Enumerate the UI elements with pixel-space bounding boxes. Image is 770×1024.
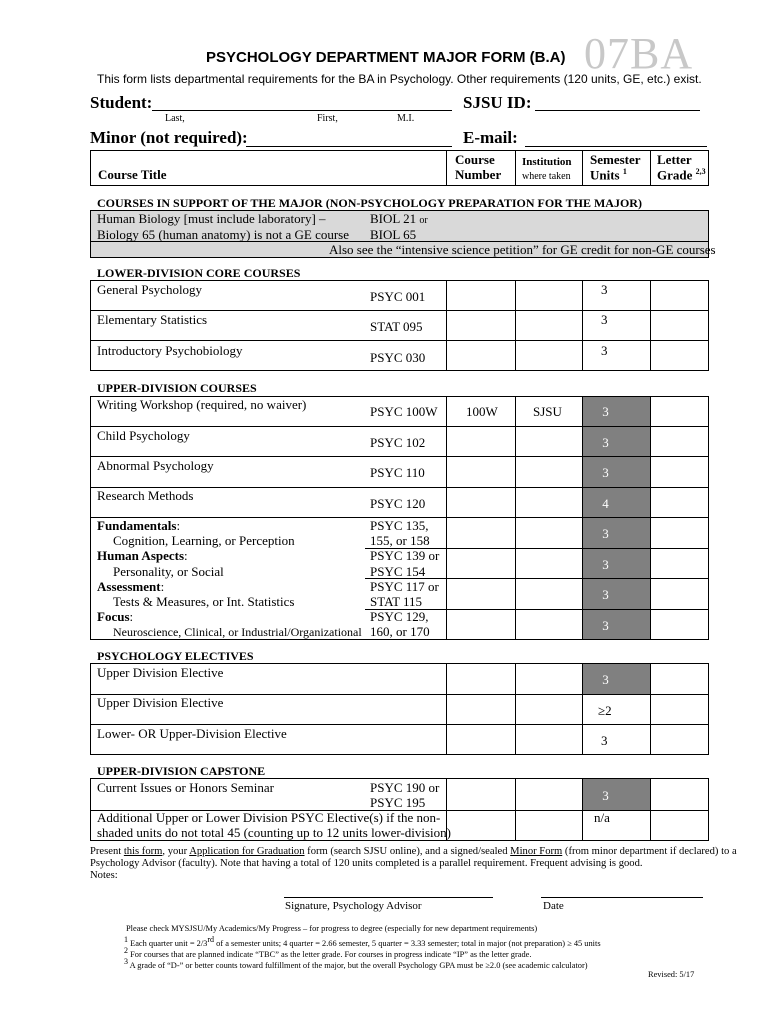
elective-row-3-units: 3 xyxy=(601,733,608,748)
email-label: E-mail: xyxy=(463,128,518,147)
elective-row-2-units: ≥2 xyxy=(598,703,612,718)
capstone-row-1-units: 3 xyxy=(602,788,609,803)
group-human-aspects-units: 3 xyxy=(602,557,609,572)
email-field[interactable] xyxy=(527,129,705,145)
upper-row-4-number: PSYC 120 xyxy=(370,496,426,511)
signature-label: Signature, Psychology Advisor xyxy=(285,900,422,912)
upper-row-2-title: Child Psychology xyxy=(97,428,190,443)
present-instructions: Present this form, your Application for Graduation form (search SJSU online), and a signed/sealed Minor Form (from minor department if declared) to a xyxy=(90,846,737,857)
student-name-line xyxy=(152,110,452,111)
group-assessment-num-2: STAT 115 xyxy=(370,594,423,609)
group-fundamentals-num-2: 155, or 158 xyxy=(370,533,430,548)
group-assessment-sub: Tests & Measures, or Int. Statistics xyxy=(113,594,295,609)
form-title: PSYCHOLOGY DEPARTMENT MAJOR FORM (B.A) xyxy=(206,49,566,66)
upper-row-3-units: 3 xyxy=(602,465,609,480)
date-label: Date xyxy=(543,900,564,912)
capstone-heading: UPPER-DIVISION CAPSTONE xyxy=(97,764,266,778)
upper-row-4-title: Research Methods xyxy=(97,488,194,503)
elective-row-1-units: 3 xyxy=(602,672,609,687)
group-human-aspects-label: Human Aspects: xyxy=(97,548,188,563)
first-caption: First, xyxy=(317,113,338,124)
email-line xyxy=(525,146,707,147)
date-line xyxy=(541,897,703,898)
student-name-field[interactable] xyxy=(154,93,450,109)
support-line-1: Human Biology [must include laboratory] – xyxy=(97,211,326,226)
capstone-row-2-units: n/a xyxy=(594,810,610,825)
upper-row-2-number: PSYC 102 xyxy=(370,435,426,450)
group-human-aspects-num-1: PSYC 139 or xyxy=(370,548,440,563)
support-heading: COURSES IN SUPPORT OF THE MAJOR (NON-PSYCHOLOGY PREPARATION FOR THE MAJOR) xyxy=(97,196,642,210)
capstone-row-1-title: Current Issues or Honors Seminar xyxy=(97,780,274,795)
sjsu-id-field[interactable] xyxy=(537,93,698,109)
group-focus-num-2: 160, or 170 xyxy=(370,624,430,639)
group-fundamentals-label: Fundamentals: xyxy=(97,518,181,533)
elective-row-1-title: Upper Division Elective xyxy=(97,665,224,680)
group-assessment-label: Assessment: xyxy=(97,579,165,594)
group-human-aspects-num-2: PSYC 154 xyxy=(370,564,426,579)
col-course-title: Course Title xyxy=(98,167,167,182)
lower-heading: LOWER-DIVISION CORE COURSES xyxy=(97,266,301,280)
revised-date: Revised: 5/17 xyxy=(648,970,695,979)
support-num-2: BIOL 65 xyxy=(370,227,417,242)
footnote-1: $^1$ Each quarter unit = 2/3rd of a semester units; 4 quarter = 2.66 semester, 5 quarter = 3.33 semester; total in major (not preparation) ≥ 45 units xyxy=(124,935,601,948)
capstone-row-2-line-2: shaded units do not total 45 (counting up to 12 units lower-division) xyxy=(97,825,451,840)
sjsu-id-line xyxy=(535,110,700,111)
minor-label: Minor (not required): xyxy=(90,128,248,147)
lower-row-1-title: General Psychology xyxy=(97,282,203,297)
student-label: Student: xyxy=(90,93,153,112)
upper-row-1-number: PSYC 100W xyxy=(370,404,438,419)
lower-row-2-title: Elementary Statistics xyxy=(97,312,208,327)
col-grade-2: Grade $^{2,3}$ xyxy=(657,167,706,183)
group-human-aspects-sub: Personality, or Social xyxy=(113,564,224,579)
capstone-row-1-num-2: PSYC 195 xyxy=(370,795,426,810)
upper-row-4-units: 4 xyxy=(602,496,609,511)
group-assessment-units: 3 xyxy=(602,587,609,602)
sjsu-id-label: SJSU ID: xyxy=(463,93,532,112)
check-progress-note: Please check MYSJSU/My Academics/My Progress – for progress to degree (especially for new department requirements) xyxy=(126,924,538,933)
footnote-2: $^2$ For courses that are planned indicate “TBC” as the letter grade. For courses in progress indicate “IP” as the letter grade. xyxy=(124,946,532,959)
notes-label: Notes: xyxy=(90,870,118,881)
group-focus-label: Focus: xyxy=(97,609,134,624)
group-fundamentals-sub: Cognition, Learning, or Perception xyxy=(113,533,295,548)
group-fundamentals-units: 3 xyxy=(602,526,609,541)
group-focus-units: 3 xyxy=(602,618,609,633)
electives-heading: PSYCHOLOGY ELECTIVES xyxy=(97,649,254,663)
mi-caption: M.I. xyxy=(397,113,415,124)
upper-heading: UPPER-DIVISION COURSES xyxy=(97,381,257,395)
minor-line xyxy=(246,146,452,147)
form-subtitle: This form lists departmental requirements for the BA in Psychology. Other requirements (120 units, GE, etc.) exist. xyxy=(97,72,702,86)
col-institution-1: Institution xyxy=(522,156,572,168)
col-units-1: Semester xyxy=(590,152,641,167)
lower-row-1-units: 3 xyxy=(601,282,608,297)
capstone-row-2-line-1: Additional Upper or Lower Division PSYC Elective(s) if the non- xyxy=(97,810,441,825)
lower-row-3-units: 3 xyxy=(601,343,608,358)
last-caption: Last, xyxy=(165,113,185,124)
lower-row-3-title: Introductory Psychobiology xyxy=(97,343,243,358)
col-grade-1: Letter xyxy=(657,152,692,167)
footnote-3: $^3$ A grade of “D-” or better counts toward fulfillment of the major, but the overall Psychology GPA must be ≥2.0 (see academic calculator) xyxy=(124,957,588,970)
capstone-row-1-num-1: PSYC 190 or xyxy=(370,780,440,795)
lower-row-3-number: PSYC 030 xyxy=(370,350,426,365)
group-focus-sub: Neuroscience, Clinical, or Industrial/Organizational xyxy=(113,625,362,639)
present-instructions-2: Psychology Advisor (faculty). Note that having a total of 120 units completed is a parallel requirement. Frequent advising is good. xyxy=(90,858,643,869)
support-line-2: Biology 65 (human anatomy) is not a GE course xyxy=(97,227,350,242)
support-note: Also see the “intensive science petition” for GE credit for non-GE courses xyxy=(329,242,716,257)
elective-row-3-title: Lower- OR Upper-Division Elective xyxy=(97,726,287,741)
upper-row-2-units: 3 xyxy=(602,435,609,450)
group-fundamentals-num-1: PSYC 135, xyxy=(370,518,429,533)
upper-row-1-taken: 100W xyxy=(466,404,498,419)
upper-row-3-title: Abnormal Psychology xyxy=(97,458,214,473)
signature-line xyxy=(284,897,493,898)
minor-field[interactable] xyxy=(248,129,450,145)
upper-row-1-units: 3 xyxy=(602,404,609,419)
lower-row-1-number: PSYC 001 xyxy=(370,289,426,304)
support-num-1: BIOL 21 or xyxy=(370,211,428,226)
upper-row-1-institution: SJSU xyxy=(533,404,562,419)
upper-row-1-title: Writing Workshop (required, no waiver) xyxy=(97,397,307,412)
group-assessment-num-1: PSYC 117 or xyxy=(370,579,439,594)
upper-row-3-number: PSYC 110 xyxy=(370,465,425,480)
col-institution-2: where taken xyxy=(522,171,571,182)
elective-row-2-title: Upper Division Elective xyxy=(97,695,224,710)
group-focus-num-1: PSYC 129, xyxy=(370,609,429,624)
lower-row-2-units: 3 xyxy=(601,312,608,327)
form-code: 07BA xyxy=(584,29,694,78)
col-course-number-2: Number xyxy=(455,167,502,182)
col-units-2: Units $^1$ xyxy=(590,167,627,183)
lower-row-2-number: STAT 095 xyxy=(370,319,423,334)
col-course-number-1: Course xyxy=(455,152,495,167)
